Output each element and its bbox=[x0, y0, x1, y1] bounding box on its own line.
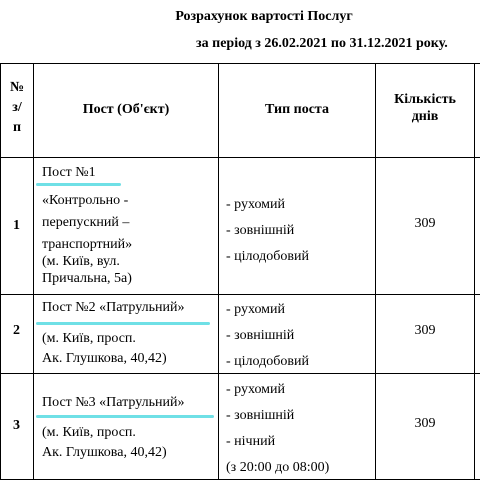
days-count: 309 bbox=[414, 216, 436, 231]
post-name: Пост №3 «Патрульний» bbox=[42, 395, 185, 410]
post-address: (м. Київ, просп. Ак. Глушкова, 40,42) bbox=[42, 331, 167, 366]
row-1-bottom-border bbox=[0, 294, 480, 295]
header-number: № з/ п bbox=[9, 80, 25, 135]
highlight-mark bbox=[36, 322, 210, 325]
document-period: за період з 26.02.2021 по 31.12.2021 року. bbox=[196, 36, 448, 51]
post-address: (м. Київ, вул. Причальна, 5а) bbox=[42, 254, 132, 286]
row-number: 1 bbox=[13, 218, 20, 233]
post-types: - рухомий - зовнішній - цілодобовий bbox=[226, 197, 309, 264]
highlight-mark bbox=[36, 415, 214, 418]
post-types: - рухомий - зовнішній - цілодобовий bbox=[226, 302, 309, 369]
col-border-1 bbox=[33, 63, 34, 480]
days-count: 309 bbox=[414, 416, 436, 431]
days-count: 309 bbox=[414, 323, 436, 338]
header-type: Тип поста bbox=[265, 102, 329, 117]
row-number: 2 bbox=[13, 323, 20, 338]
highlight-mark bbox=[36, 183, 121, 186]
col-border-2 bbox=[218, 63, 219, 480]
document-title: Розрахунок вартості Послуг bbox=[175, 9, 353, 24]
post-name: Пост №1 bbox=[42, 165, 96, 180]
col-border-4 bbox=[474, 63, 475, 480]
post-types: - рухомий - зовнішній - нічний (з 20:00 до 08:00) bbox=[226, 382, 330, 475]
header-bottom-border bbox=[0, 157, 480, 158]
header-days: Кількість днів bbox=[394, 92, 456, 124]
header-post: Пост (Об'єкт) bbox=[82, 102, 170, 117]
post-description: «Контрольно - перепускний – транспортний» bbox=[42, 193, 133, 252]
table-top-border bbox=[0, 63, 480, 64]
row-number: 3 bbox=[13, 418, 20, 433]
post-name: Пост №2 «Патрульний» bbox=[42, 300, 185, 315]
post-address: (м. Київ, просп. Ак. Глушкова, 40,42) bbox=[42, 425, 167, 460]
